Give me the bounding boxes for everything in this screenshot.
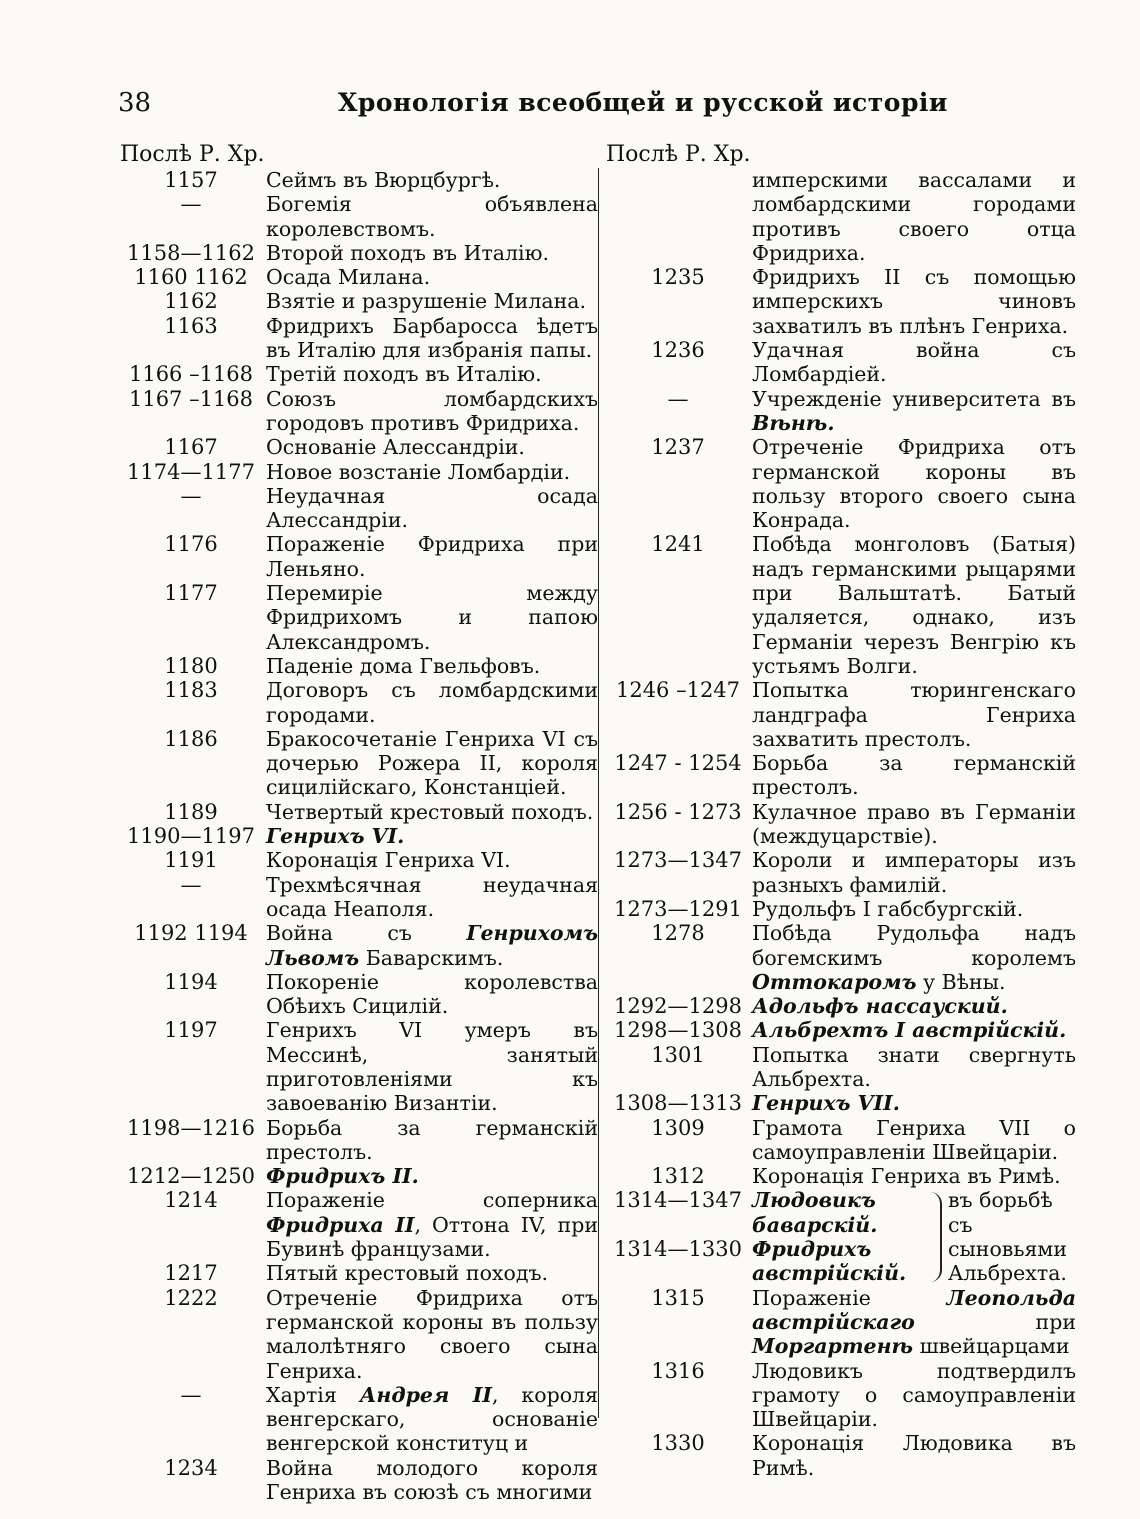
- entry-date: 1177: [164, 581, 218, 606]
- entry-text: [750, 897, 1076, 921]
- entry-text: [750, 387, 1076, 436]
- chronology-entry: [606, 897, 1076, 921]
- entry-date: 1217: [164, 1261, 218, 1286]
- text-run: у Вѣны.: [916, 969, 1006, 994]
- text-run: Трехмѣсячная неудачная осада Неаполя.: [266, 872, 598, 921]
- text-run: Коронація Людовика въ Римѣ.: [752, 1431, 1076, 1480]
- text-run: Пятый крестовый походъ.: [266, 1261, 549, 1286]
- chronology-entry: [606, 1431, 1076, 1480]
- text-run: Паденіе дома Гвельфовъ.: [266, 653, 541, 678]
- text-run: , короля венгерскаго, основаніе венгерской конституц и: [266, 1382, 599, 1456]
- entry-date: 1330: [651, 1431, 705, 1456]
- right-entries-before: [606, 168, 1076, 1188]
- entry-text: [262, 654, 598, 678]
- entry-date: 1273—1291: [614, 896, 742, 921]
- text-run: Бракосочетаніе Генриха VI съ дочерью Рожера II, короля сицилійскаго, Констанціей.: [266, 726, 598, 800]
- entry-text: [262, 970, 598, 1019]
- text-run: Учрежденіе университета въ: [752, 386, 1076, 411]
- left-column: [120, 143, 598, 1504]
- chronology-entry: [120, 1188, 598, 1261]
- chronology-entry: [120, 435, 598, 459]
- entry-date: 1176: [164, 532, 218, 557]
- entry-date: 1183: [164, 678, 218, 703]
- chronology-entry: [120, 1286, 598, 1383]
- entry-text: [262, 314, 598, 363]
- entry-date: 1194: [164, 969, 218, 994]
- entry-date: 1180: [164, 653, 218, 678]
- text-run: Попытка знати свергнуть Альбрехта.: [752, 1042, 1076, 1091]
- bracket-rows: [606, 1188, 930, 1285]
- chronology-entry: [606, 1286, 1076, 1359]
- chronology-entry: [606, 1018, 1076, 1042]
- chronology-entry: [606, 994, 1076, 1018]
- chronology-entry: [120, 678, 598, 727]
- entry-text: [750, 848, 1076, 897]
- italic-name: Фридриха II: [266, 1212, 415, 1237]
- chronology-entry: [120, 241, 598, 265]
- entry-date: 1158—1162: [127, 240, 255, 265]
- text-run: Осада Милана.: [266, 265, 431, 290]
- entry-text: [262, 678, 598, 727]
- entry-date: 1197: [164, 1018, 218, 1043]
- entry-text: [750, 1043, 1076, 1092]
- text-run: Основаніе Алессандріи.: [266, 435, 525, 460]
- entry-text: [750, 265, 1076, 338]
- text-run: Генрихъ VI умеръ въ Мессинѣ, занятый приготовленіями къ завоеванію Византіи.: [266, 1018, 598, 1116]
- italic-name: Вѣнѣ.: [752, 410, 835, 435]
- chronology-entry: [606, 921, 1076, 994]
- entry-text: [750, 532, 1076, 678]
- chronology-entry: [606, 1043, 1076, 1092]
- entry-date: 1301: [651, 1042, 705, 1067]
- entry-date: 1314—1330: [614, 1237, 742, 1262]
- left-column-heading: Послѣ Р. Хр.: [120, 142, 265, 167]
- text-run: Фридрихъ Барбаросса ѣдетъ въ Италію для избранія папы.: [266, 313, 598, 363]
- entry-date: 1241: [651, 532, 705, 557]
- column-divider: [598, 168, 599, 1418]
- italic-name: Альбрехтъ I австрійскій.: [752, 1018, 1067, 1043]
- text-run: Взятіе и разрушеніе Милана.: [266, 289, 586, 314]
- chronology-entry: [120, 1261, 598, 1285]
- entry-text: [262, 1116, 598, 1165]
- chronology-entry: [120, 873, 598, 922]
- entry-date: 1167 –1168: [128, 386, 254, 411]
- italic-name: Генрихъ VII.: [752, 1091, 900, 1116]
- chronology-entry: [120, 848, 598, 872]
- entry-text: [262, 192, 598, 241]
- entry-date: 1246 –1247: [615, 678, 741, 703]
- italic-name: Леопольда австрійскаго: [752, 1285, 1076, 1334]
- chronology-entry: [120, 314, 598, 363]
- text-run: Новое возстаніе Ломбардіи.: [266, 459, 571, 484]
- chronology-entry: [606, 338, 1076, 387]
- text-run: Людовикъ подтвердилъ грамоту о самоуправленіи Швейцаріи.: [752, 1358, 1076, 1432]
- right-entries-after: [606, 1286, 1076, 1480]
- text-run: Пораженіе: [752, 1285, 947, 1310]
- entry-text: [262, 168, 598, 192]
- text-run: Отреченіе Фридриха отъ германской короны въ пользу второго своего сына Конрада.: [752, 435, 1076, 533]
- italic-name: Генрихомъ Львомъ: [266, 921, 598, 970]
- entry-text: [262, 727, 598, 800]
- chronology-entry: [120, 460, 598, 484]
- chronology-entry: [606, 387, 1076, 436]
- text-run: имперскими вассалами и ломбардскими городами противъ своего отца Фридриха.: [752, 168, 1076, 265]
- italic-name: Генрихъ VI.: [266, 824, 405, 849]
- entry-text: [750, 800, 1076, 849]
- text-run: Кулачное право въ Германіи (междуцарствіе).: [752, 799, 1076, 849]
- text-run: Побѣда монголовъ (Батыя) надъ германскими рыцарями при Вальштатѣ. Батый удаляется, однако, изъ Германіи черезъ Венгрію къ устьямъ Волги.: [752, 532, 1076, 678]
- text-run: Война молодого короля Генриха въ союзѣ съ многими: [266, 1455, 598, 1505]
- entry-text: [262, 1188, 598, 1261]
- entry-text: [750, 1188, 930, 1237]
- chronology-entry: [120, 1456, 598, 1505]
- chronology-entry: [606, 751, 1076, 800]
- entry-date: 1292—1298: [614, 994, 742, 1019]
- chronology-entry: [120, 921, 598, 970]
- text-run: Короли и императоры изъ разныхъ фамилій.: [752, 848, 1076, 897]
- entry-date: 1212—1250: [127, 1164, 255, 1189]
- text-run: Отреченіе Фридриха отъ германской короны въ пользу малолѣтняго своего сына Генриха.: [266, 1285, 598, 1383]
- entry-date: 1312: [651, 1164, 705, 1189]
- text-run: Побѣда Рудольфа надъ богемскимъ королемъ: [752, 921, 1076, 970]
- text-run: Покореніе королевства Обѣихъ Сицилій.: [266, 969, 598, 1019]
- chronology-entry: [120, 1018, 598, 1115]
- chronology-entry: [606, 1237, 930, 1286]
- entry-text: [750, 921, 1076, 994]
- entry-text: [262, 1456, 598, 1505]
- entry-date: 1163: [164, 313, 218, 338]
- entry-date: —: [180, 192, 202, 217]
- entry-date: 1166 –1168: [128, 362, 254, 387]
- chronology-entry: [120, 168, 598, 192]
- entry-text: [262, 848, 598, 872]
- text-run: Баварскимъ.: [359, 945, 504, 970]
- bracket-note: въ борьбѣ съ сыновьями Альбрехта.: [948, 1188, 1068, 1286]
- text-run: Второй походъ въ Италію.: [266, 240, 549, 265]
- text-run: Фридрихъ II съ помощью имперскихъ чиновъ захватилъ въ плѣнъ Генриха.: [752, 265, 1076, 338]
- chronology-entry: [606, 1116, 1076, 1165]
- entry-text: [262, 824, 598, 848]
- entry-date: 1190—1197: [127, 824, 255, 849]
- entry-text: [750, 994, 1076, 1018]
- entry-date: 1314—1347: [614, 1188, 742, 1213]
- entry-text: [262, 435, 598, 459]
- chronology-entry: [606, 848, 1076, 897]
- entry-text: [750, 678, 1076, 751]
- entry-date: —: [180, 1382, 202, 1407]
- text-run: Попытка тюрингенскаго ландграфа Генриха захватить престолъ.: [752, 678, 1076, 751]
- chronology-entry: [606, 1091, 1076, 1115]
- text-run: Пораженіе Фридриха при Леньяно.: [266, 532, 598, 581]
- entry-text: [750, 435, 1076, 532]
- entry-text: [750, 751, 1076, 800]
- entry-text: [262, 800, 598, 824]
- entry-text: [262, 581, 598, 654]
- chronology-entry: [120, 581, 598, 654]
- text-run: Война съ: [266, 921, 467, 946]
- text-run: Хартія: [266, 1382, 360, 1407]
- entry-text: [750, 1286, 1076, 1359]
- entry-text: [750, 168, 1076, 265]
- entry-date: 1157: [164, 168, 218, 192]
- chronology-entry: [120, 1116, 598, 1165]
- chronology-entry: [120, 800, 598, 824]
- chronology-entry: [120, 387, 598, 436]
- text-run: Сеймъ въ Вюрцбургѣ.: [266, 168, 501, 192]
- entry-text: [262, 484, 598, 533]
- italic-name: Адольфъ нассауский.: [752, 994, 1008, 1019]
- entry-text: [262, 460, 598, 484]
- entry-date: 1162: [164, 289, 218, 314]
- chronology-entry: [606, 265, 1076, 338]
- running-head: Хронологія всеобщей и русской исторіи: [338, 88, 948, 117]
- left-entries: [120, 168, 598, 1504]
- chronology-entry: [120, 362, 598, 386]
- entry-date: 1315: [651, 1285, 705, 1310]
- chronology-entry: [606, 800, 1076, 849]
- entry-text: [262, 1018, 598, 1115]
- entry-text: [262, 1164, 598, 1188]
- text-run: Четвертый крестовый походъ.: [266, 799, 594, 824]
- chronology-entry: [606, 1359, 1076, 1432]
- text-run: Неудачная осада Алессандріи.: [266, 483, 598, 533]
- entry-text: [750, 1018, 1076, 1042]
- text-run: Коронація Генриха въ Римѣ.: [752, 1164, 1061, 1189]
- chronology-entry: [120, 192, 598, 241]
- entry-date: 1236: [651, 338, 705, 363]
- entry-text: [262, 921, 598, 970]
- text-run: Грамота Генриха VII о самоуправленіи Швейцаріи.: [752, 1115, 1076, 1164]
- text-run: Союзъ ломбардскихъ городовъ противъ Фридриха.: [266, 386, 598, 435]
- chronology-entry: [606, 435, 1076, 532]
- text-run: Борьба за германскій престолъ.: [752, 751, 1076, 800]
- entry-date: —: [180, 483, 202, 508]
- text-run: Пораженіе соперника: [266, 1188, 598, 1213]
- chronology-entry: [606, 532, 1076, 678]
- page-number: 38: [118, 88, 152, 118]
- chronology-entry: [120, 265, 598, 289]
- entry-text: [262, 1383, 598, 1456]
- entry-text: [750, 1237, 930, 1286]
- entry-date: 1278: [651, 921, 705, 946]
- chronology-entry: [120, 727, 598, 800]
- entry-date: [606, 168, 750, 265]
- text-run: Рудольфъ I габсбургскій.: [752, 896, 1024, 921]
- entry-text: [262, 241, 598, 265]
- chronology-entry: [120, 532, 598, 581]
- chronology-entry: [120, 970, 598, 1019]
- text-run: Договоръ съ ломбардскими городами.: [266, 678, 598, 727]
- entry-date: 1160 1162: [134, 265, 248, 290]
- brace-mark: [930, 1192, 942, 1281]
- entry-date: —: [180, 872, 202, 897]
- entry-date: 1309: [651, 1115, 705, 1140]
- right-column: [606, 143, 1076, 1480]
- text-run: Третій походъ въ Италію.: [266, 362, 542, 387]
- entry-date: 1167: [164, 435, 218, 460]
- entry-text: [750, 1116, 1076, 1165]
- text-run: Коронація Генриха VI.: [266, 848, 511, 873]
- entry-text: [262, 362, 598, 386]
- entry-date: 1174—1177: [127, 459, 255, 484]
- text-run: , Оттона IV, при Бувинѣ французами.: [266, 1212, 598, 1262]
- entry-date: 1256 - 1273: [614, 799, 742, 824]
- entry-text: [262, 387, 598, 436]
- text-run: Перемиріе между Фридрихомъ и папою Александромъ.: [266, 581, 598, 654]
- text-run: Борьба за германскій престолъ.: [266, 1115, 598, 1164]
- chronology-entry: [120, 1383, 598, 1456]
- entry-date: 1273—1347: [614, 848, 742, 873]
- entry-text: [262, 532, 598, 581]
- right-column-heading: Послѣ Р. Хр.: [606, 142, 751, 167]
- entry-text: [262, 1286, 598, 1383]
- entry-date: 1235: [651, 265, 705, 290]
- entry-date: 1308—1313: [614, 1091, 742, 1116]
- entry-text: [262, 265, 598, 289]
- entry-date: 1189: [164, 799, 218, 824]
- italic-name: Оттокаромъ: [752, 969, 917, 994]
- chronology-entry: [120, 289, 598, 313]
- entry-date: 1316: [651, 1358, 705, 1383]
- italic-name: Андрея II: [359, 1382, 492, 1407]
- entry-date: 1237: [651, 435, 705, 460]
- entry-date: 1222: [164, 1285, 218, 1310]
- bracket-group: [606, 1188, 1076, 1285]
- entry-text: [262, 1261, 598, 1285]
- text-run: Богемія объявлена королевствомъ.: [266, 192, 598, 241]
- chronology-entry: [606, 1164, 1076, 1188]
- chronology-entry: [120, 654, 598, 678]
- entry-date: —: [667, 386, 689, 411]
- entry-text: [750, 1431, 1076, 1480]
- entry-date: 1298—1308: [614, 1018, 742, 1043]
- entry-text: [262, 289, 598, 313]
- italic-name: Людовикъ баварскій.: [752, 1188, 878, 1237]
- chronology-entry: [606, 168, 1076, 265]
- text-run: швейцарцами: [913, 1334, 1070, 1359]
- entry-text: [750, 338, 1076, 387]
- entry-text: [750, 1164, 1076, 1188]
- entry-date: 1198—1216: [127, 1115, 255, 1140]
- italic-name: Моргартенѣ: [752, 1334, 914, 1359]
- entry-date: 1186: [164, 726, 218, 751]
- chronology-entry: [606, 1188, 930, 1237]
- entry-date: 1214: [164, 1188, 218, 1213]
- entry-date: 1234: [164, 1455, 218, 1480]
- italic-name: Фридрихъ австрійскій.: [752, 1237, 907, 1286]
- entry-text: [750, 1091, 1076, 1115]
- entry-date: 1191: [164, 848, 218, 873]
- chronology-entry: [606, 678, 1076, 751]
- entry-text: [750, 1359, 1076, 1432]
- text-run: при: [914, 1309, 1076, 1334]
- entry-date: 1247 - 1254: [614, 751, 742, 776]
- chronology-entry: [120, 484, 598, 533]
- entry-text: [262, 873, 598, 922]
- chronology-entry: [120, 1164, 598, 1188]
- chronology-entry: [120, 824, 598, 848]
- italic-name: Фридрихъ II.: [266, 1164, 419, 1189]
- entry-date: 1192 1194: [134, 921, 248, 946]
- text-run: Удачная война съ Ломбардіей.: [752, 338, 1076, 387]
